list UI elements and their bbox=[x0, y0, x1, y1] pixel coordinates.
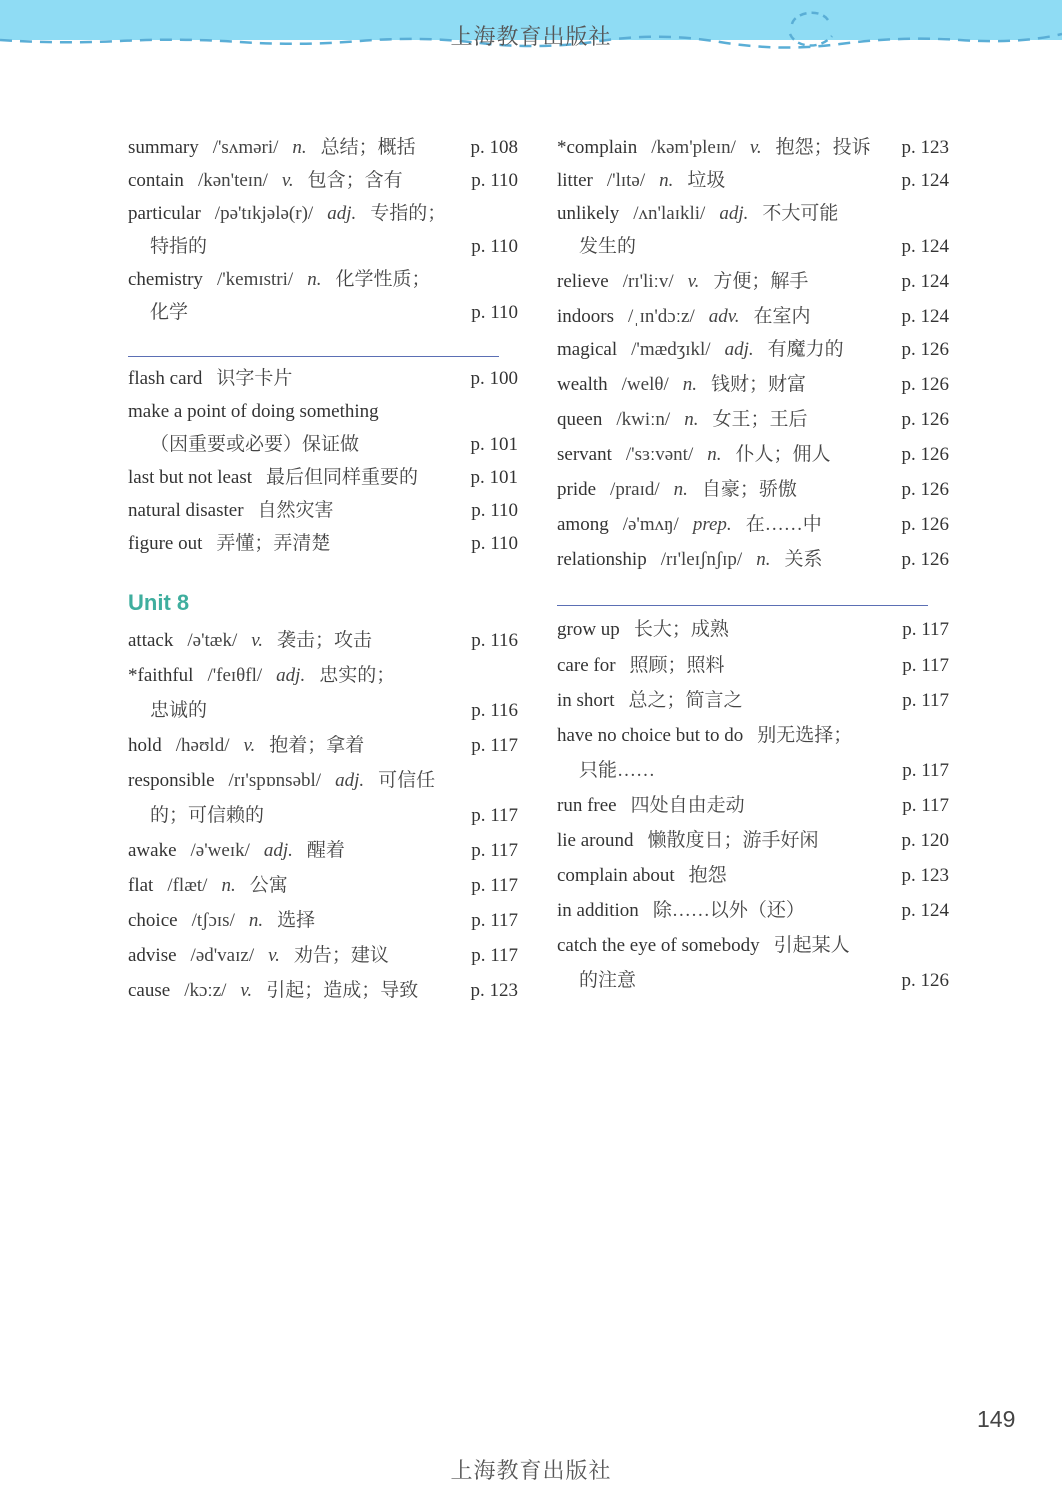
entry-phonetic: /'kemɪstri/ bbox=[216, 269, 294, 290]
vocab-entry bbox=[128, 628, 518, 654]
entry-meaning: 关系 bbox=[784, 549, 823, 570]
entry-part-of-speech: adj. bbox=[724, 339, 754, 360]
entry-part-of-speech: v. bbox=[687, 271, 700, 292]
vocab-entry bbox=[128, 768, 518, 794]
entry-meaning: 的；可信赖的 bbox=[150, 805, 265, 826]
entry-meaning: 自豪；骄傲 bbox=[701, 479, 797, 500]
entry-phonetic: /ʌn'laɪkli/ bbox=[633, 203, 706, 224]
entry-page-ref: p. 116 bbox=[471, 630, 518, 651]
entry-meaning: 识字卡片 bbox=[216, 368, 293, 389]
entry-page-ref: p. 126 bbox=[901, 339, 949, 360]
entry-headword: relieve bbox=[557, 271, 609, 292]
entry-headword: grow up bbox=[557, 619, 620, 640]
entry-headword: cause bbox=[128, 980, 171, 1001]
entry-phonetic: /rɪ'liːv/ bbox=[622, 271, 674, 292]
entry-page-ref: p. 117 bbox=[471, 875, 518, 896]
vocab-entry bbox=[557, 304, 949, 330]
entry-headword: pride bbox=[557, 479, 597, 500]
entry-meaning: 忠实的； bbox=[319, 665, 396, 686]
entry-meaning: 发生的 bbox=[579, 236, 637, 257]
vocab-entry bbox=[128, 733, 518, 759]
vocab-entry bbox=[557, 269, 949, 295]
entry-page-ref: p. 124 bbox=[901, 271, 949, 292]
entry-meaning: 懒散度日；游手好闲 bbox=[647, 830, 819, 851]
entry-meaning: 抱怨；投诉 bbox=[775, 137, 871, 158]
entry-phonetic: /həʊld/ bbox=[175, 735, 230, 756]
entry-part-of-speech: adj. bbox=[327, 203, 357, 224]
entry-page-ref: p. 117 bbox=[471, 910, 518, 931]
entry-meaning: 照顾；照料 bbox=[629, 655, 725, 676]
entry-meaning: 在……中 bbox=[745, 514, 822, 535]
entry-part-of-speech: n. bbox=[756, 549, 771, 570]
entry-meaning: 别无选择； bbox=[757, 725, 853, 746]
entry-page-ref: p. 124 bbox=[901, 236, 949, 257]
entry-page-ref: p. 110 bbox=[471, 236, 518, 257]
entry-headword: summary bbox=[128, 137, 199, 158]
entry-headword: hold bbox=[128, 735, 162, 756]
entry-part-of-speech: prep. bbox=[692, 514, 732, 535]
entry-page-ref: p. 124 bbox=[901, 306, 949, 327]
vocab-entry bbox=[557, 201, 949, 227]
entry-headword: catch the eye of somebody bbox=[557, 935, 760, 956]
entry-part-of-speech: v. bbox=[251, 630, 264, 651]
vocab-entry bbox=[128, 943, 518, 969]
entry-meaning: 醒着 bbox=[306, 840, 345, 861]
entry-meaning: 最后但同样重要的 bbox=[266, 467, 419, 488]
entry-phonetic: /ə'mʌŋ/ bbox=[622, 514, 679, 535]
vocab-entry bbox=[128, 531, 518, 557]
entry-meaning: 化学性质； bbox=[335, 269, 431, 290]
entry-meaning: 可信任 bbox=[378, 770, 436, 791]
entry-phonetic: /flæt/ bbox=[167, 875, 208, 896]
entry-page-ref: p. 117 bbox=[471, 735, 518, 756]
entry-headword: *faithful bbox=[128, 665, 194, 686]
entry-meaning: 在室内 bbox=[753, 306, 811, 327]
entry-headword: awake bbox=[128, 840, 177, 861]
entry-phonetic: /'lɪtə/ bbox=[606, 170, 646, 191]
entry-phonetic: /rɪ'leɪʃnʃɪp/ bbox=[660, 549, 743, 570]
entry-meaning: 专指的； bbox=[370, 203, 447, 224]
entry-headword: wealth bbox=[557, 374, 608, 395]
vocab-entry bbox=[128, 978, 518, 1004]
entry-meaning: 垃圾 bbox=[687, 170, 726, 191]
entry-page-ref: p. 126 bbox=[901, 374, 949, 395]
entry-page-ref: p. 126 bbox=[901, 479, 949, 500]
entry-page-ref: p. 123 bbox=[901, 865, 949, 886]
entry-headword: responsible bbox=[128, 770, 215, 791]
vocab-entry bbox=[128, 399, 518, 425]
entry-page-ref: p. 117 bbox=[902, 619, 949, 640]
entry-meaning: 化学 bbox=[150, 302, 189, 323]
entry-page-ref: p. 124 bbox=[901, 900, 949, 921]
entry-phonetic: /welθ/ bbox=[621, 374, 669, 395]
entry-meaning: 四处自由走动 bbox=[630, 795, 745, 816]
entry-page-ref: p. 110 bbox=[471, 302, 518, 323]
entry-page-ref: p. 124 bbox=[901, 170, 949, 191]
entry-meaning: 袭击；攻击 bbox=[277, 630, 373, 651]
entry-part-of-speech: adj. bbox=[719, 203, 749, 224]
entry-phonetic: /kən'teɪn/ bbox=[197, 170, 268, 191]
entry-headword: in short bbox=[557, 690, 615, 711]
entry-meaning: （因重要或必要）保证做 bbox=[150, 434, 360, 455]
vocab-entry bbox=[128, 498, 518, 524]
entry-phonetic: /rɪ'spɒnsəbl/ bbox=[228, 770, 322, 791]
entry-phonetic: /'sɜːvənt/ bbox=[625, 444, 694, 465]
entry-meaning: 的注意 bbox=[579, 970, 637, 991]
entry-page-ref: p. 117 bbox=[902, 655, 949, 676]
entry-part-of-speech: n. bbox=[684, 409, 699, 430]
vocab-entry bbox=[557, 442, 949, 468]
entry-phonetic: /'mædʒɪkl/ bbox=[631, 339, 711, 360]
entry-meaning: 除……以外（还） bbox=[652, 900, 805, 921]
vocab-entry bbox=[128, 908, 518, 934]
vocab-entry bbox=[128, 366, 518, 392]
entry-headword: lie around bbox=[557, 830, 634, 851]
entry-part-of-speech: adv. bbox=[708, 306, 740, 327]
vocab-entry bbox=[557, 723, 949, 749]
vocab-entry bbox=[557, 898, 949, 924]
entry-meaning: 公寓 bbox=[249, 875, 288, 896]
entry-phonetic: /kəm'pleɪn/ bbox=[651, 137, 736, 158]
entry-part-of-speech: adj. bbox=[276, 665, 306, 686]
vocab-entry bbox=[557, 828, 949, 854]
entry-headword: chemistry bbox=[128, 269, 203, 290]
entry-meaning: 总之；简言之 bbox=[628, 690, 743, 711]
vocab-entry bbox=[128, 663, 518, 689]
entry-page-ref: p. 126 bbox=[901, 549, 949, 570]
vocab-entry bbox=[557, 477, 949, 503]
entry-page-ref: p. 117 bbox=[902, 760, 949, 781]
vocab-entry bbox=[557, 168, 949, 194]
entry-part-of-speech: v. bbox=[268, 945, 280, 966]
entry-phonetic: /kɔːz/ bbox=[184, 980, 227, 1001]
entry-headword: among bbox=[557, 514, 609, 535]
entry-continuation bbox=[557, 234, 949, 260]
entry-page-ref: p. 117 bbox=[471, 840, 518, 861]
entry-meaning: 特指的 bbox=[150, 236, 208, 257]
vocab-entry bbox=[128, 873, 518, 899]
entry-page-ref: p. 117 bbox=[902, 690, 949, 711]
entry-part-of-speech: n. bbox=[292, 137, 307, 158]
entry-page-ref: p. 101 bbox=[470, 467, 518, 488]
entry-phonetic: /tʃɔɪs/ bbox=[191, 910, 235, 931]
entry-page-ref: p. 108 bbox=[470, 137, 518, 158]
entry-part-of-speech: adj. bbox=[263, 840, 293, 861]
entry-headword: have no choice but to do bbox=[557, 725, 744, 746]
entry-page-ref: p. 100 bbox=[470, 368, 518, 389]
entry-page-ref: p. 117 bbox=[471, 805, 518, 826]
vocab-entry bbox=[557, 372, 949, 398]
unit-heading: Unit 8 bbox=[128, 590, 190, 615]
section-divider bbox=[128, 356, 499, 357]
entry-headword: last but not least bbox=[128, 467, 253, 488]
vocab-entry bbox=[557, 793, 949, 819]
entry-headword: *complain bbox=[557, 137, 638, 158]
vocab-entry bbox=[557, 547, 949, 573]
entry-continuation bbox=[128, 698, 518, 724]
entry-headword: make a point of doing something bbox=[128, 401, 379, 422]
entry-headword: complain about bbox=[557, 865, 675, 886]
entry-page-ref: p. 126 bbox=[901, 444, 949, 465]
vocab-entry bbox=[557, 135, 949, 161]
entry-page-ref: p. 110 bbox=[471, 170, 518, 191]
vocab-entry bbox=[128, 838, 518, 864]
entry-page-ref: p. 126 bbox=[901, 970, 949, 991]
entry-part-of-speech: v. bbox=[243, 735, 256, 756]
entry-continuation bbox=[557, 758, 949, 784]
entry-part-of-speech: n. bbox=[673, 479, 688, 500]
entry-page-ref: p. 120 bbox=[901, 830, 949, 851]
entry-page-ref: p. 117 bbox=[902, 795, 949, 816]
entry-meaning: 引起；造成；导致 bbox=[266, 980, 419, 1001]
entry-page-ref: p. 110 bbox=[471, 533, 518, 554]
entry-continuation bbox=[557, 968, 949, 994]
entry-meaning: 女王；王后 bbox=[712, 409, 808, 430]
vocab-entry bbox=[557, 653, 949, 679]
entry-headword: in addition bbox=[557, 900, 639, 921]
entry-page-ref: p. 116 bbox=[471, 700, 518, 721]
entry-page-ref: p. 117 bbox=[471, 945, 518, 966]
entry-headword: unlikely bbox=[557, 203, 620, 224]
vocab-entry bbox=[128, 135, 518, 161]
vocab-entry bbox=[128, 465, 518, 491]
entry-headword: magical bbox=[557, 339, 618, 360]
entry-headword: flash card bbox=[128, 368, 203, 389]
entry-meaning: 忠诚的 bbox=[150, 700, 208, 721]
entry-part-of-speech: n. bbox=[659, 170, 674, 191]
entry-continuation bbox=[128, 234, 518, 260]
entry-headword: natural disaster bbox=[128, 500, 244, 521]
entry-part-of-speech: v. bbox=[749, 137, 762, 158]
entry-continuation bbox=[128, 803, 518, 829]
entry-page-ref: p. 123 bbox=[470, 980, 518, 1001]
entry-phonetic: /'feɪθfl/ bbox=[207, 665, 263, 686]
entry-phonetic: /kwiːn/ bbox=[616, 409, 671, 430]
vocab-entry bbox=[557, 407, 949, 433]
entry-phonetic: /praɪd/ bbox=[610, 479, 660, 500]
vocab-entry bbox=[557, 688, 949, 714]
entry-part-of-speech: n. bbox=[221, 875, 236, 896]
entry-headword: indoors bbox=[557, 306, 614, 327]
entry-meaning: 自然灾害 bbox=[257, 500, 334, 521]
entry-headword: advise bbox=[128, 945, 177, 966]
entry-headword: relationship bbox=[557, 549, 647, 570]
publisher-watermark-top: 上海教育出版社 bbox=[450, 24, 612, 49]
entry-headword: choice bbox=[128, 910, 178, 931]
entry-meaning: 弄懂；弄清楚 bbox=[216, 533, 331, 554]
entry-phonetic: /'sʌməri/ bbox=[212, 137, 279, 158]
entry-continuation bbox=[128, 300, 518, 326]
entry-meaning: 劝告；建议 bbox=[293, 945, 389, 966]
entry-meaning: 抱着；拿着 bbox=[269, 735, 365, 756]
entry-part-of-speech: v. bbox=[240, 980, 253, 1001]
entry-headword: particular bbox=[128, 203, 201, 224]
entry-phonetic: /ə'tæk/ bbox=[187, 630, 238, 651]
entry-meaning: 抱怨 bbox=[688, 865, 727, 886]
entry-part-of-speech: n. bbox=[682, 374, 697, 395]
entry-headword: queen bbox=[557, 409, 603, 430]
entry-phonetic: /əd'vaɪz/ bbox=[190, 945, 255, 966]
entry-meaning: 有魔力的 bbox=[767, 339, 844, 360]
entry-part-of-speech: n. bbox=[248, 910, 264, 931]
entry-meaning: 只能…… bbox=[579, 760, 656, 781]
vocab-entry bbox=[557, 617, 949, 643]
entry-meaning: 方便；解手 bbox=[713, 271, 809, 292]
page-number: 149 bbox=[977, 1406, 1016, 1432]
entry-headword: servant bbox=[557, 444, 612, 465]
entry-page-ref: p. 101 bbox=[470, 434, 518, 455]
entry-phonetic: /pə'tɪkjələ(r)/ bbox=[214, 203, 314, 224]
publisher-watermark-bottom: 上海教育出版社 bbox=[450, 1458, 612, 1483]
entry-page-ref: p. 126 bbox=[901, 409, 949, 430]
entry-continuation bbox=[128, 432, 518, 458]
entry-meaning: 总结；概括 bbox=[320, 137, 416, 158]
entry-meaning: 不大可能 bbox=[762, 203, 839, 224]
entry-meaning: 选择 bbox=[277, 910, 316, 931]
entry-part-of-speech: v. bbox=[281, 170, 294, 191]
vocab-entry bbox=[557, 863, 949, 889]
entry-meaning: 包含；含有 bbox=[307, 170, 403, 191]
entry-headword: attack bbox=[128, 630, 174, 651]
vocab-entry bbox=[128, 267, 518, 293]
vocab-entry bbox=[128, 201, 518, 227]
entry-headword: run free bbox=[557, 795, 617, 816]
entry-headword: litter bbox=[557, 170, 593, 191]
entry-part-of-speech: adj. bbox=[335, 770, 365, 791]
entry-headword: figure out bbox=[128, 533, 203, 554]
vocab-entry bbox=[557, 933, 949, 959]
entry-page-ref: p. 123 bbox=[901, 137, 949, 158]
entry-meaning: 长大；成熟 bbox=[633, 619, 729, 640]
entry-phonetic: /ə'weɪk/ bbox=[190, 840, 250, 861]
entry-headword: care for bbox=[557, 655, 616, 676]
vocab-entry bbox=[557, 512, 949, 538]
entry-phonetic: /ˌɪn'dɔːz/ bbox=[628, 306, 695, 327]
section-divider bbox=[557, 605, 928, 606]
vocab-entry bbox=[128, 168, 518, 194]
entry-page-ref: p. 110 bbox=[471, 500, 518, 521]
entry-meaning: 仆人；佣人 bbox=[735, 444, 831, 465]
entry-headword: contain bbox=[128, 170, 184, 191]
entry-headword: flat bbox=[128, 875, 154, 896]
entry-meaning: 引起某人 bbox=[773, 935, 850, 956]
entry-part-of-speech: n. bbox=[707, 444, 722, 465]
entry-part-of-speech: n. bbox=[307, 269, 322, 290]
entry-page-ref: p. 126 bbox=[901, 514, 949, 535]
entry-meaning: 钱财；财富 bbox=[711, 374, 807, 395]
vocab-entry bbox=[557, 337, 949, 363]
